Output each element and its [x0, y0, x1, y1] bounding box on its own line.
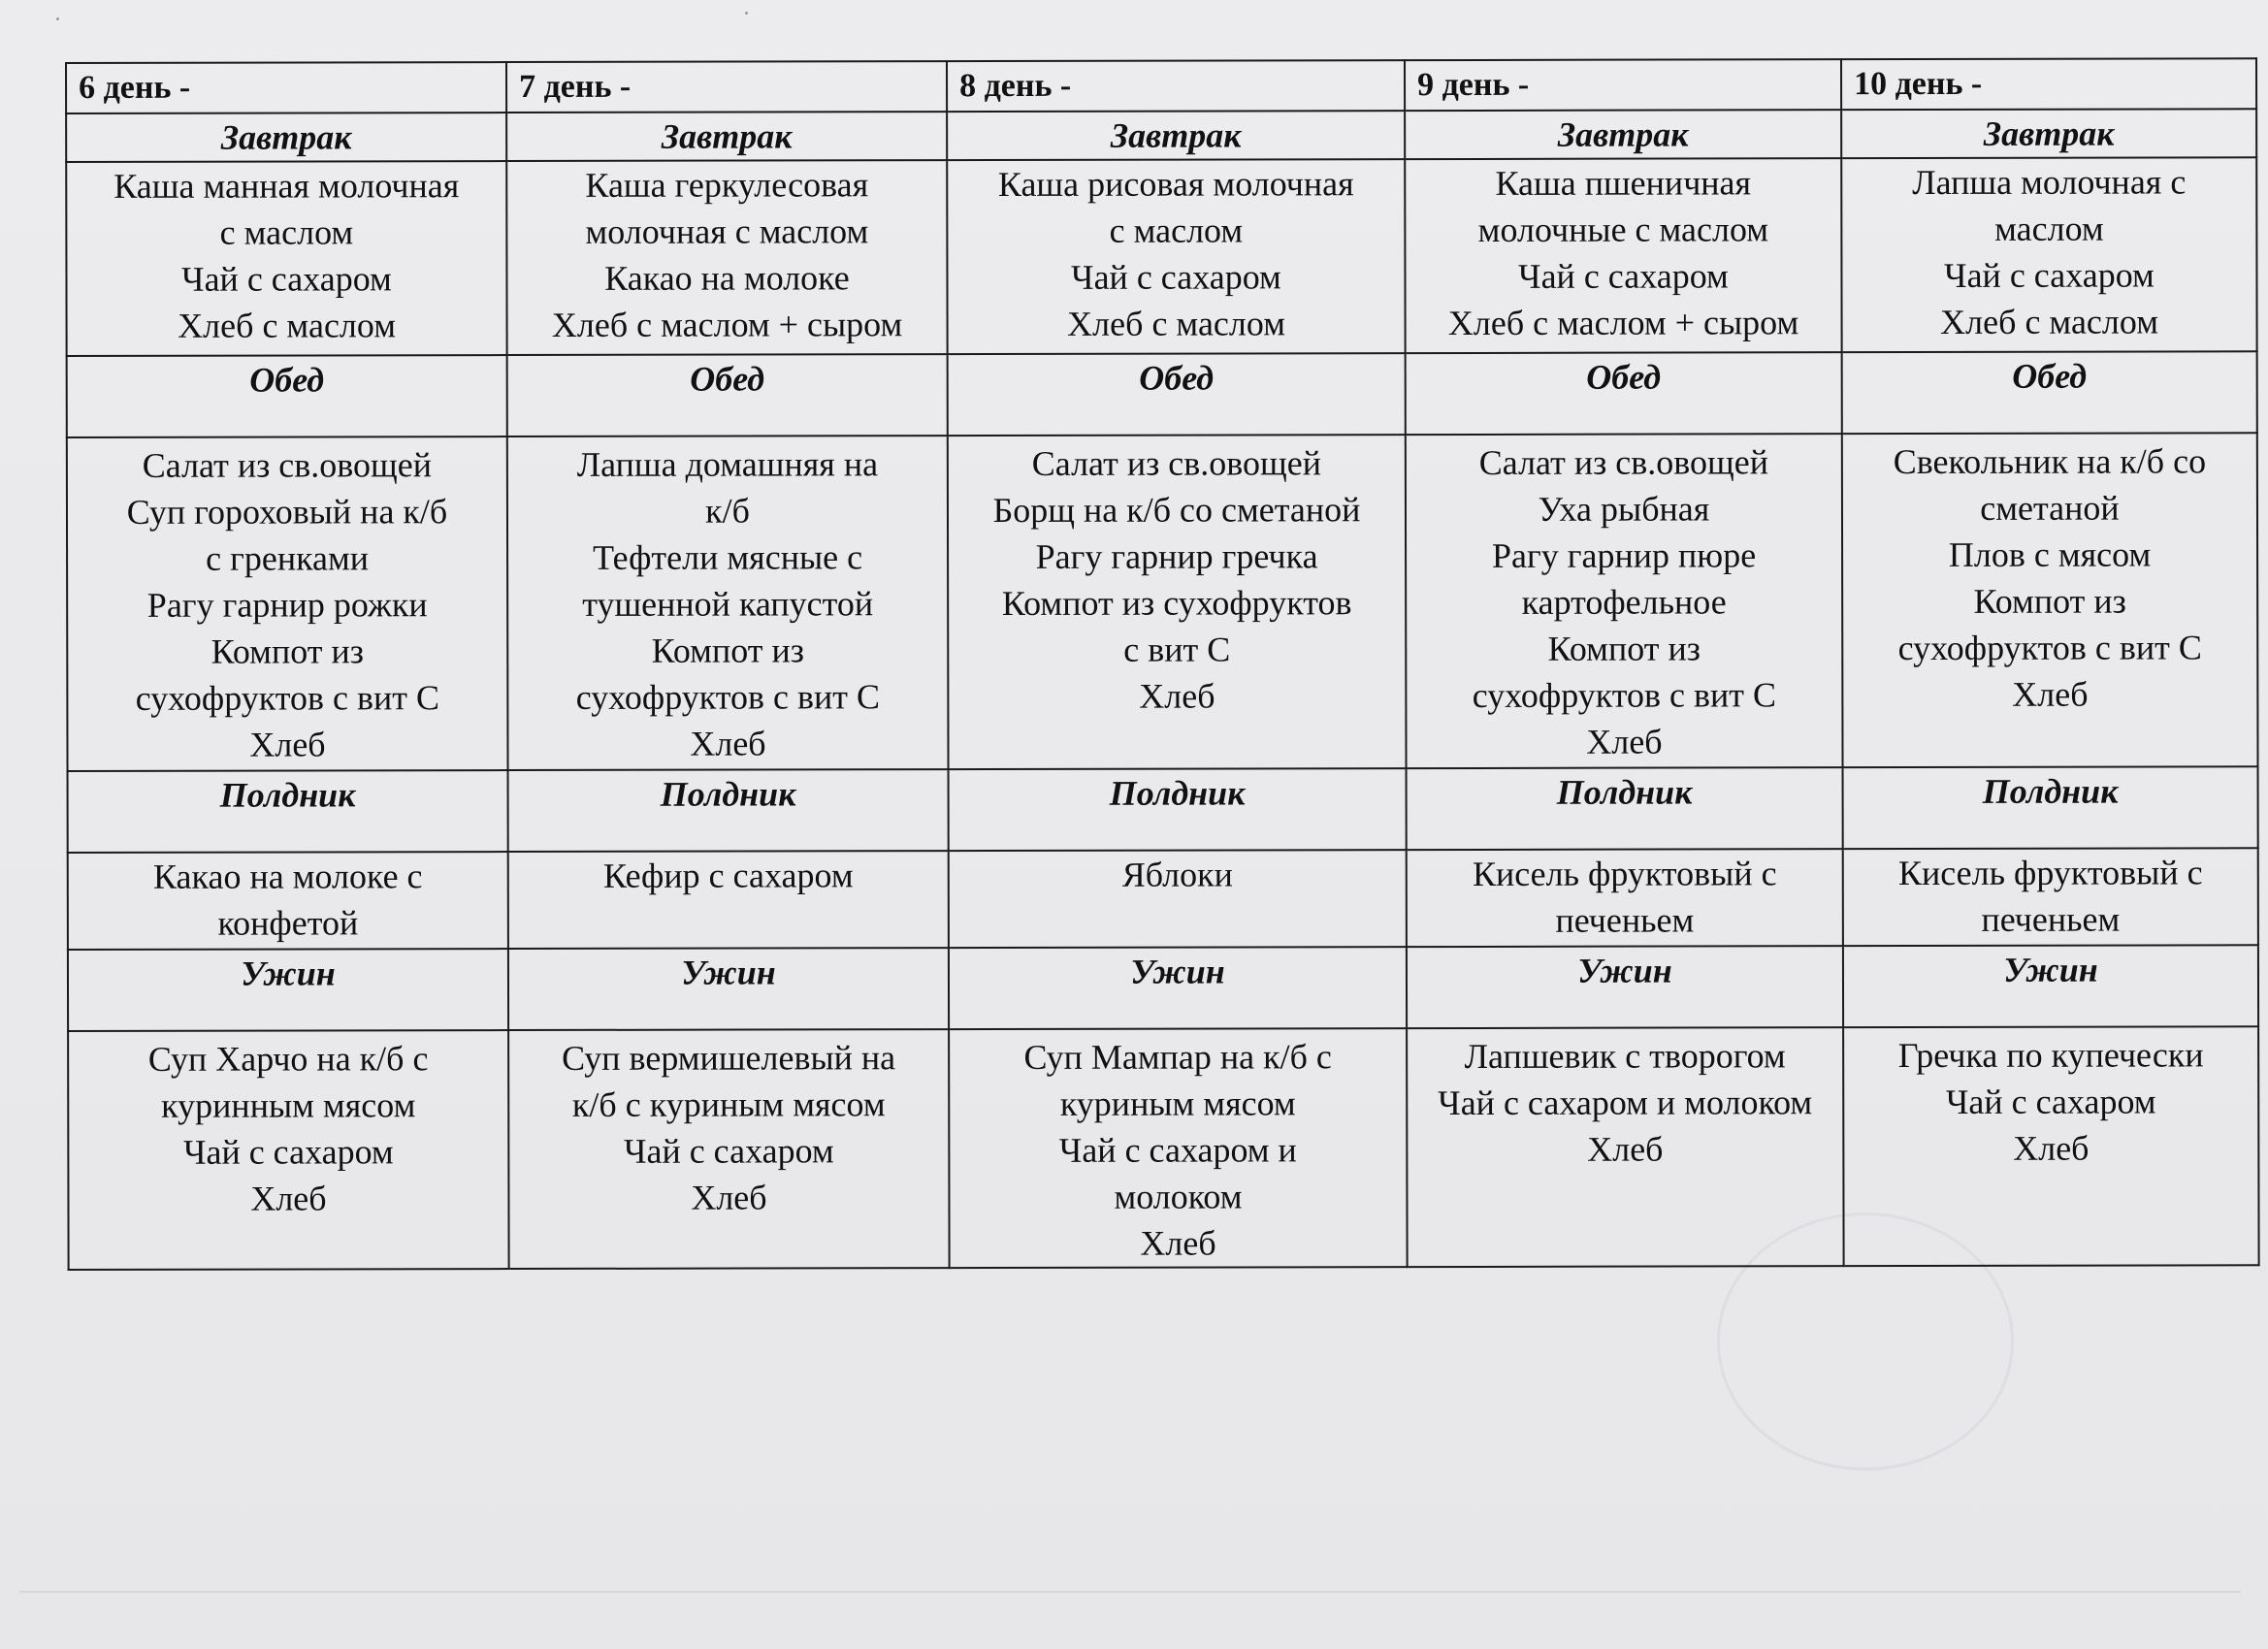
menu-item: Хлеб — [2013, 1128, 2090, 1168]
menu-cell — [948, 435, 1407, 769]
scan-edge — [19, 1591, 2241, 1632]
menu-item: Компот из — [651, 630, 804, 670]
breakfast-header-row — [66, 109, 2256, 162]
menu-cell — [1841, 157, 2256, 352]
menu-item: Салат из св.овощей — [142, 445, 433, 485]
menu-cell — [947, 159, 1405, 354]
menu-item: Хлеб — [250, 1179, 327, 1218]
menu-cell — [68, 852, 508, 950]
menu-item: сухофруктов с вит С — [1472, 675, 1777, 715]
menu-item: Компот из — [1973, 581, 2126, 621]
menu-item: Каша пшеничная — [1495, 163, 1752, 203]
meal-label-breakfast: Завтрак — [506, 112, 947, 161]
menu-item: с маслом — [1109, 210, 1244, 250]
menu-item: сметаной — [1980, 488, 2120, 528]
menu-item: Каша геркулесовая — [585, 165, 869, 205]
menu-item: Какао на молоке с — [152, 857, 423, 896]
meal-label-dinner: Ужин — [508, 948, 949, 1030]
menu-cell — [1405, 158, 1841, 353]
meal-label-lunch: Обед — [1406, 352, 1842, 435]
menu-item: Хлеб с маслом + сыром — [551, 305, 903, 344]
menu-item: Чай с сахаром — [1944, 255, 2155, 295]
day-header: 9 день - — [1405, 59, 1841, 111]
menu-cell — [949, 1028, 1408, 1268]
meal-label-lunch: Обед — [948, 353, 1406, 436]
dinner-items-row — [68, 1026, 2259, 1270]
lunch-header-row — [67, 351, 2257, 437]
menu-item: Свекольник на к/б со — [1893, 441, 2207, 482]
menu-item: Хлеб — [1587, 1129, 1664, 1169]
menu-item: Какао на молоке — [604, 258, 850, 298]
menu-item: сухофруктов с вит С — [1897, 628, 2202, 668]
menu-item: Суп вермишелевый на — [562, 1038, 896, 1078]
menu-item: Чай с сахаром — [1071, 257, 1281, 297]
day-header: 8 день - — [947, 60, 1405, 112]
meal-label-dinner: Ужин — [68, 949, 508, 1031]
breakfast-items-row — [66, 157, 2256, 356]
meal-label-breakfast: Завтрак — [1841, 109, 2256, 158]
day-header: 10 день - — [1841, 58, 2256, 110]
menu-cell — [1842, 433, 2258, 767]
menu-item: Хлеб — [691, 1178, 767, 1217]
menu-item: Хлеб — [249, 725, 326, 764]
menu-item: Борщ на к/б со сметаной — [992, 490, 1361, 530]
scan-speck — [56, 17, 59, 20]
menu-item: Хлеб с маслом — [1067, 304, 1285, 343]
menu-cell — [507, 436, 949, 770]
menu-item: Лапша молочная с — [1912, 162, 2187, 203]
menu-item: Уха рыбная — [1538, 489, 1710, 529]
menu-cell — [506, 160, 947, 355]
menu-item: с гренками — [206, 538, 370, 578]
menu-item: Кисель фруктовый с — [1472, 854, 1777, 893]
menu-item: с вит С — [1123, 630, 1231, 669]
day-header: 6 день - — [66, 62, 506, 113]
scan-speck — [745, 12, 748, 15]
meal-label-dinner: Ужин — [1407, 946, 1843, 1028]
menu-item: Салат из св.овощей — [1031, 443, 1322, 483]
meal-label-lunch: Обед — [67, 355, 507, 437]
menu-item: Компот из — [1547, 629, 1701, 668]
menu-item: куринным мясом — [161, 1085, 416, 1125]
meal-label-breakfast: Завтрак — [1405, 110, 1841, 159]
menu-item: Каша рисовая молочная — [997, 164, 1354, 204]
menu-item: Суп Мампар на к/б с — [1023, 1037, 1332, 1077]
menu-item: Кефир с сахаром — [602, 856, 854, 895]
menu-item: Хлеб с маслом — [1940, 302, 2158, 341]
meal-label-breakfast: Завтрак — [947, 111, 1405, 160]
menu-item: молочная с маслом — [585, 211, 869, 251]
menu-cell — [68, 1030, 509, 1270]
menu-item: Гречка по купечески — [1897, 1035, 2204, 1076]
menu-cell — [67, 436, 508, 771]
day-header: 7 день - — [506, 61, 947, 113]
menu-item: Чай с сахаром — [182, 1132, 394, 1172]
menu-item: куриным мясом — [1059, 1083, 1296, 1123]
meal-label-breakfast: Завтрак — [66, 113, 506, 162]
menu-item: с маслом — [219, 212, 354, 252]
meal-label-snack: Полдник — [1843, 766, 2258, 849]
menu-cell — [1407, 849, 1843, 947]
menu-item: Хлеб — [1139, 676, 1215, 716]
lunch-items-row — [67, 433, 2258, 771]
menu-item: Хлеб — [2012, 674, 2089, 714]
menu-item: конфетой — [217, 903, 359, 943]
menu-item: Компот из сухофруктов — [1001, 583, 1352, 623]
menu-item: Хлеб — [1140, 1223, 1216, 1263]
meal-label-dinner: Ужин — [949, 947, 1407, 1029]
menu-item: Суп гороховый на к/б — [126, 492, 448, 532]
menu-item: печеньем — [1981, 899, 2121, 939]
menu-item: Чай с сахаром — [181, 259, 392, 299]
menu-item: Яблоки — [1121, 855, 1233, 894]
menu-item: Рагу гарнир рожки — [146, 585, 428, 625]
meal-label-dinner: Ужин — [1843, 945, 2258, 1027]
menu-cell — [508, 851, 949, 949]
menu-item: печеньем — [1555, 900, 1695, 940]
menu-item: Лапша домашняя на — [576, 444, 879, 484]
menu-cell — [66, 161, 506, 356]
menu-item: Чай с сахаром — [1518, 256, 1729, 296]
menu-cell — [1407, 1027, 1844, 1267]
menu-item: Хлеб с маслом — [178, 306, 397, 345]
dinner-header-row — [68, 945, 2258, 1031]
meal-label-snack: Полдник — [508, 769, 949, 852]
meal-label-snack: Полдник — [68, 770, 508, 853]
menu-item: Кисель фруктовый с — [1897, 853, 2203, 893]
menu-table — [65, 57, 2260, 1271]
menu-cell — [949, 850, 1407, 948]
menu-item: тушенной капустой — [582, 584, 874, 624]
meal-label-lunch: Обед — [1842, 351, 2257, 434]
menu-item: к/б с куриным мясом — [571, 1084, 886, 1124]
snack-items-row — [68, 848, 2258, 950]
menu-item: Каша манная молочная — [113, 166, 460, 206]
menu-cell — [1406, 434, 1843, 768]
menu-item: Чай с сахаром — [623, 1131, 834, 1171]
menu-item: молоком — [1114, 1177, 1243, 1216]
menu-item: Хлеб — [690, 724, 766, 763]
meal-label-lunch: Обед — [507, 354, 948, 436]
menu-item: маслом — [1994, 209, 2104, 248]
menu-cell — [1843, 1026, 2259, 1266]
menu-item: к/б — [705, 491, 750, 531]
menu-item: Чай с сахаром и молоком — [1438, 1083, 1813, 1123]
days-row — [66, 58, 2256, 113]
menu-item: Компот из — [211, 631, 364, 671]
menu-item: Чай с сахаром — [1945, 1082, 2156, 1121]
menu-item: сухофруктов с вит С — [575, 677, 881, 717]
menu-item: Салат из св.овощей — [1478, 442, 1769, 482]
menu-cell — [508, 1029, 950, 1269]
menu-cell — [1843, 848, 2258, 946]
meal-label-snack: Полдник — [1407, 767, 1843, 850]
menu-item: молочные с маслом — [1477, 210, 1769, 249]
snack-header-row — [68, 766, 2258, 853]
menu-item: картофельное — [1521, 582, 1727, 622]
menu-item: Рагу гарнир пюре — [1491, 535, 1757, 575]
menu-item: Чай с сахаром и — [1058, 1130, 1297, 1170]
menu-item: Рагу гарнир гречка — [1035, 536, 1318, 576]
menu-item: Лапшевик с творогом — [1464, 1036, 1786, 1076]
menu-item: Тефтели мясные с — [592, 537, 863, 577]
menu-item: Суп Харчо на к/б с — [147, 1039, 429, 1079]
menu-item: Хлеб — [1586, 722, 1663, 761]
meal-label-snack: Полдник — [949, 768, 1407, 851]
menu-item: Хлеб с маслом + сыром — [1447, 303, 1799, 343]
menu-item: сухофруктов с вит С — [135, 678, 440, 718]
menu-item: Плов с мясом — [1948, 534, 2152, 574]
